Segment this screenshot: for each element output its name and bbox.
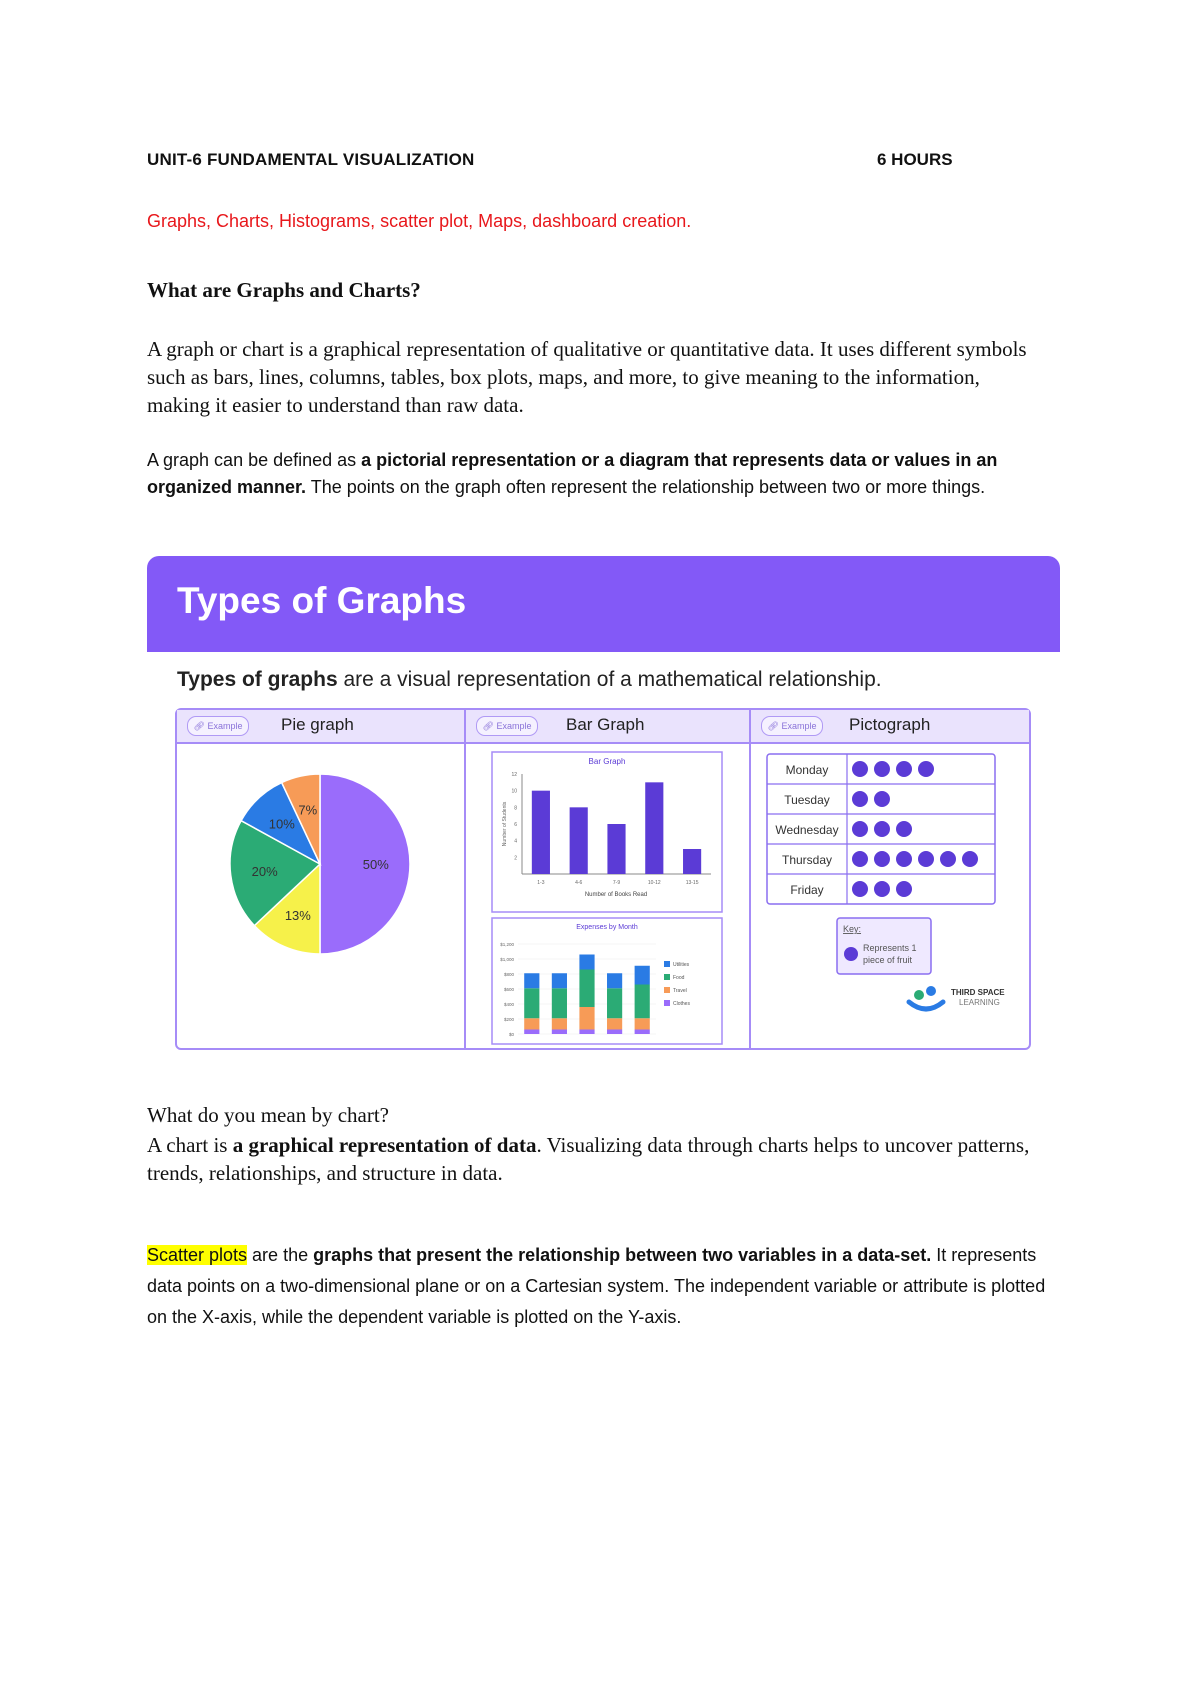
x-tick-label: 1-3	[537, 880, 545, 886]
link-icon: 🔗︎	[193, 721, 205, 731]
chart-definition	[147, 1131, 1047, 1187]
link-icon: 🔗︎	[767, 721, 779, 731]
y-tick-label: 2	[514, 855, 517, 862]
stacked-bar-segment	[524, 1018, 539, 1029]
bar	[570, 807, 588, 874]
link-icon: 🔗︎	[482, 721, 494, 731]
bar-chart	[466, 744, 749, 1048]
y-tick-label: $600	[503, 987, 514, 992]
pie-chart	[177, 744, 464, 1048]
subtitle-bold: Types of graphs	[177, 668, 338, 691]
y-tick-label: $1,200	[500, 942, 514, 947]
stacked-bar-segment	[579, 1030, 594, 1035]
para-bold-text: a pictorial representation or a diagram that represents data or values in an organized manner.	[147, 450, 998, 497]
pie-panel	[177, 710, 464, 1048]
fruit-icon	[962, 851, 978, 867]
graph-definition-paragraph	[147, 447, 1067, 501]
example-label: Example	[207, 721, 243, 731]
legend-label: Clothes	[673, 1001, 690, 1007]
y-tick-label: 4	[514, 838, 517, 845]
stacked-bar-segment	[579, 1007, 594, 1030]
x-tick-label: 13-15	[685, 880, 699, 886]
y-tick-label: $800	[503, 972, 514, 977]
legend-swatch	[664, 961, 670, 967]
logo-mark	[926, 986, 936, 996]
day-label: Friday	[790, 883, 824, 897]
logo-mark	[909, 1002, 943, 1009]
legend-label: Utilities	[673, 962, 690, 968]
infographic-banner	[147, 556, 1060, 652]
fruit-icon	[874, 851, 890, 867]
example-tag	[476, 716, 538, 736]
fruit-icon	[874, 821, 890, 837]
stacked-bar-segment	[635, 985, 650, 1019]
y-tick-label: $400	[503, 1002, 514, 1007]
definition-paragraph: A graph or chart is a graphical representation of qualitative or quantitative data. It uses different symbols such as bars, lines, columns, tables, box plots, maps, and more, to give meaning to the information, making it easier to understand than raw data.	[147, 337, 1027, 417]
chart-question: What do you mean by chart?	[147, 1103, 389, 1127]
panel-title: Bar Graph	[566, 715, 645, 734]
example-tag	[761, 716, 823, 736]
bar	[532, 791, 550, 874]
fruit-icon	[852, 881, 868, 897]
y-tick-label: 12	[511, 772, 517, 778]
y-tick-label: 6	[514, 822, 517, 828]
fruit-icon	[896, 851, 912, 867]
day-label: Thursday	[781, 853, 833, 867]
panel-header	[466, 710, 749, 744]
bar	[683, 849, 701, 874]
key-text: piece of fruit	[863, 955, 913, 965]
stacked-bar-segment	[635, 1030, 650, 1035]
para-text: are the	[247, 1245, 314, 1265]
stacked-bar-segment	[524, 1030, 539, 1035]
fruit-icon	[940, 851, 956, 867]
y-tick-label: $1,000	[500, 957, 514, 962]
legend-swatch	[664, 974, 670, 980]
panel-header	[751, 710, 1029, 744]
pie-slice-label: 20%	[251, 863, 278, 879]
unit-title: UNIT-6 FUNDAMENTAL VISUALIZATION	[147, 150, 475, 169]
fruit-icon	[918, 851, 934, 867]
legend-swatch	[664, 987, 670, 993]
example-label: Example	[781, 721, 817, 731]
fruit-icon	[844, 947, 858, 961]
fruit-icon	[874, 881, 890, 897]
pie-slice-label: 13%	[284, 908, 311, 924]
infographic-subtitle	[177, 668, 882, 692]
fruit-icon	[874, 791, 890, 807]
stacked-bar-segment	[552, 1030, 567, 1035]
stacked-bar-segment	[607, 1018, 622, 1029]
x-axis-label: Number of Books Read	[584, 892, 648, 898]
fruit-icon	[852, 821, 868, 837]
x-tick-label: 10-12	[647, 880, 661, 886]
bar-chart-frame	[492, 752, 722, 912]
legend-label: Food	[673, 975, 685, 981]
topics-line: Graphs, Charts, Histograms, scatter plot, Maps, dashboard creation.	[147, 211, 692, 231]
stacked-bar-segment	[552, 1018, 567, 1029]
legend-label: Travel	[673, 988, 687, 994]
panel-title: Pie graph	[281, 715, 354, 734]
logo-text: LEARNING	[959, 998, 1000, 1007]
fruit-icon	[896, 821, 912, 837]
y-axis-label: Number of Students	[502, 801, 508, 847]
chart-title: Expenses by Month	[576, 924, 638, 931]
fruit-icon	[896, 761, 912, 777]
subtitle-rest: are a visual representation of a mathematical relationship.	[337, 668, 882, 691]
para-text: The points on the graph often represent the relationship between two or more things.	[306, 477, 986, 497]
legend-swatch	[664, 1000, 670, 1006]
y-tick-label: 10	[511, 788, 517, 795]
pie-slice-label: 50%	[362, 857, 389, 872]
y-tick-label: $0	[508, 1032, 514, 1037]
chart-title: Bar Graph	[588, 757, 626, 766]
stacked-bar-segment	[607, 988, 622, 1018]
fruit-icon	[918, 761, 934, 777]
para-text: A graph can be defined as	[147, 450, 362, 470]
stacked-bar-segment	[524, 973, 539, 988]
graph-panels	[175, 708, 1031, 1050]
infographic-title: Types of Graphs	[177, 580, 467, 621]
day-label: Wednesday	[775, 823, 839, 837]
para-text: It represents data points on a two-dimensional plane or on a Cartesian system. The independent variable or attribute is plotted on the X-axis, while the dependent variable is plotted on the Y-axis.	[147, 1245, 1046, 1327]
example-label: Example	[496, 721, 532, 731]
key-title: Key:	[843, 924, 862, 934]
pie-slice-label: 7%	[298, 802, 318, 818]
key-text: Represents 1	[863, 943, 917, 953]
fruit-icon	[852, 791, 868, 807]
stacked-bar-segment	[579, 970, 594, 1008]
fruit-icon	[852, 761, 868, 777]
stacked-bar-segment	[635, 1018, 650, 1029]
unit-hours: 6 HOURS	[877, 150, 953, 169]
highlighted-term: Scatter plots	[147, 1245, 248, 1265]
pictograph-panel	[751, 710, 1029, 1048]
fruit-icon	[896, 881, 912, 897]
day-label: Tuesday	[784, 793, 830, 807]
x-tick-label: 7-9	[612, 880, 621, 886]
logo-mark	[914, 990, 924, 1000]
day-label: Monday	[785, 763, 829, 777]
types-of-graphs-infographic	[147, 556, 1060, 1066]
stacked-bar-segment	[524, 988, 539, 1018]
def-bold-text: a graphical representation of data	[232, 1133, 537, 1157]
def-text: . Visualizing data through charts helps to uncover patterns, trends, relationships, and structure in data.	[147, 1133, 1030, 1185]
stacked-bar-segment	[607, 973, 622, 988]
bar	[607, 824, 625, 874]
panel-header	[177, 710, 464, 744]
para-bold-text: graphs that present the relationship between two variables in a data-set.	[313, 1245, 932, 1265]
stacked-bar-segment	[552, 973, 567, 988]
panel-title: Pictograph	[849, 715, 931, 734]
bar-panel	[466, 710, 749, 1048]
stacked-bar-segment	[579, 955, 594, 970]
pictograph	[751, 744, 1029, 1048]
example-tag	[187, 716, 249, 736]
y-tick-label: 8	[514, 805, 517, 812]
fruit-icon	[874, 761, 890, 777]
def-text: A chart is	[147, 1133, 233, 1157]
stacked-bar-segment	[635, 966, 650, 985]
fruit-icon	[852, 851, 868, 867]
stacked-bar-segment	[552, 988, 567, 1018]
bar	[645, 782, 663, 874]
stacked-bar-segment	[607, 1030, 622, 1035]
scatter-plot-paragraph	[147, 1240, 1067, 1333]
logo-text: THIRD SPACE	[951, 988, 1005, 997]
x-tick-label: 4-6	[575, 880, 583, 886]
pie-slice-label: 10%	[268, 816, 295, 832]
y-tick-label: $200	[503, 1017, 514, 1022]
section-heading: What are Graphs and Charts?	[147, 278, 421, 302]
